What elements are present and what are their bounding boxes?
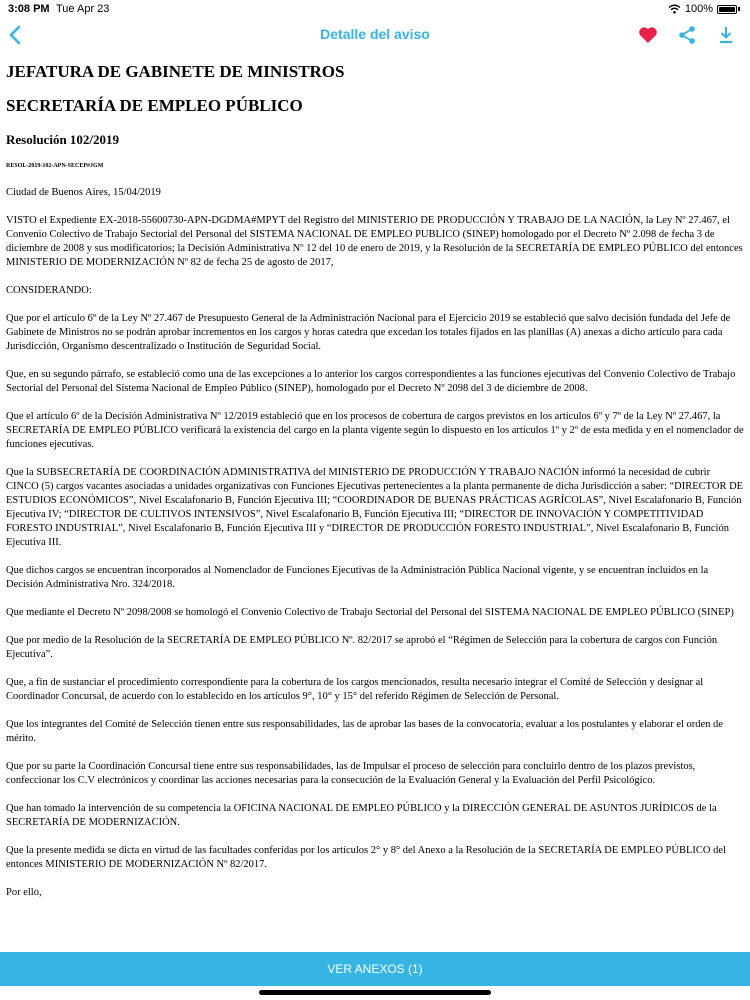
share-icon[interactable] bbox=[678, 25, 696, 45]
document-paragraph: Que por medio de la Resolución de la SECRETARÍA DE EMPLEO PÚBLICO Nº. 82/2017 se aprobó el “Régimen de Selección para la cobertura de cargos con Función Ejecutiva”. bbox=[6, 635, 718, 660]
document-org-heading: JEFATURA DE GABINETE DE MINISTROS bbox=[6, 62, 345, 81]
battery-nub bbox=[738, 7, 740, 11]
document-paragraph: Que, en su segundo párrafo, se estableció como una de las excepciones a lo anterior los cargos correspondientes a las funciones ejecutivas del Convenio Colectivo de Trabajo Sectorial del Personal del Sistema Nacional de Empleo Público (SINEP), homologado por el Decreto Nº 2098 del 3 de diciembre de 2008. bbox=[6, 369, 736, 394]
battery-percent: 100% bbox=[684, 3, 713, 15]
home-indicator[interactable] bbox=[259, 990, 491, 995]
document-code: RESOL-2019-102-APN-SECEP#JGM bbox=[6, 163, 104, 169]
page-title: Detalle del aviso bbox=[320, 26, 430, 42]
document-paragraph: Que el artículo 6º de la Decisión Administrativa Nº 12/2019 estableció que en los procesos de cobertura de cargos previstos en los artículos 6º y 7º de la Ley Nº 27.467, la SECRETARÍA DE EMPLEO PÚBLICO verificará la existencia del cargo en la planta vigente según lo dispuesto en los artículos 1º y 2º de esta medida y en el nomenclador de funciones ejecutivas. bbox=[6, 411, 744, 450]
status-right bbox=[668, 3, 740, 15]
document-paragraph: Que los integrantes del Comité de Selección tienen entre sus responsabilidades, las de aprobar las bases de la convocatoria, evaluar a los postulantes y elaborar el orden de mérito. bbox=[6, 719, 723, 744]
download-icon[interactable] bbox=[718, 25, 734, 45]
document-paragraph: Que dichos cargos se encuentran incorporados al Nomenclador de Funciones Ejecutivas de la Administración Pública Nacional vigente, y se encuentran incluidos en la Decisión Administrativa Nro. 324/2018. bbox=[6, 565, 709, 590]
document-paragraph: Que la presente medida se dicta en virtud de las facultades conferidas por los artículos 2° y 8° del Anexo a la Resolución de la SECRETARÍA DE EMPLEO PÚBLICO del entonces MINISTERIO DE MODERNIZACIÓN Nº 82/2017. bbox=[6, 845, 726, 870]
nav-bar bbox=[0, 18, 750, 54]
document-paragraph: Que mediante el Decreto Nº 2098/2008 se homologó el Convenio Colectivo de Trabajo Sectorial del Personal del SISTEMA NACIONAL DE EMPLEO PÚBLICO (SINEP) bbox=[6, 607, 734, 618]
view-annexes-button[interactable] bbox=[0, 952, 750, 986]
document-secretaria-heading: SECRETARÍA DE EMPLEO PÚBLICO bbox=[6, 96, 303, 115]
status-date: Tue Apr 23 bbox=[56, 3, 110, 15]
battery-icon bbox=[717, 5, 737, 14]
document-body bbox=[0, 62, 750, 900]
wifi-icon bbox=[668, 4, 681, 14]
document-paragraph: Que han tomado la intervención de su competencia la OFICINA NACIONAL DE EMPLEO PÚBLICO y la DIRECCIÓN GENERAL DE ASUNTOS JURÍDICOS de la SECRETARÍA DE MODERNIZACIÓN. bbox=[6, 803, 717, 828]
document-paragraph: CONSIDERANDO: bbox=[6, 285, 92, 296]
document-paragraph: VISTO el Expediente EX-2018-55600730-APN-DGDMA#MPYT del Registro del MINISTERIO DE PRODUCCIÓN Y TRABAJO DE LA NACIÓN, la Ley Nº 27.467, el Convenio Colectivo de Trabajo Sectorial del Personal del SISTEMA NACIONAL DE EMPLEO PUBLICO (SINEP) homologado por el Decreto Nº 2.098 de fecha 3 de diciembre de 2008 y sus modificatorios; la Decisión Administrativa Nº 12 del 10 de enero de 2019, y la Resolución de la SECRETARÍA DE EMPLEO PÚBLICO del entonces MINISTERIO DE MODERNIZACIÓN Nº 82 de fecha 25 de agosto de 2017, bbox=[6, 215, 743, 268]
document-resolution-title: Resolución 102/2019 bbox=[6, 132, 120, 147]
document-paragraph: Ciudad de Buenos Aires, 15/04/2019 bbox=[6, 187, 161, 198]
document-paragraph: Que, a fin de sustanciar el procedimiento correspondiente para la cobertura de los cargos mencionados, resulta necesario integrar el Comité de Selección y designar al Coordinador Concursal, de acuerdo con lo establecido en los artículos 9°, 10° y 15° del referido Régimen de Selección de Personal. bbox=[6, 677, 704, 702]
document-paragraph: Que la SUBSECRETARÍA DE COORDINACIÓN ADMINISTRATIVA del MINISTERIO DE PRODUCCIÓN Y TRABAJO NACIÓN informó la necesidad de cubrir CINCO (5) cargos vacantes asociadas a unidades organizativas con Funciones Ejecutivas pertenecientes a la planta permanente de dicha Jurisdicción a saber: “DIRECTOR DE ESTUDIOS ECONÓMICOS”, Nivel Escalafonario B, Función Ejecutiva III; “COORDINADOR DE BUENAS PRÁCTICAS AGRÍCOLAS”, Nivel Escalafonario B, Función Ejecutiva IV; “DIRECTOR DE CULTIVOS INTENSIVOS”, Nivel Escalafonario B, Función Ejecutiva III; “DIRECTOR DE INNOVACIÓN Y COMPETITIVIDAD FORESTO INDUSTRIAL”, Nivel Escalafonario B, Función Ejecutiva III y “DIRECTOR DE PRODUCCIÓN FORESTO INDUSTRIAL”, Nivel Escalafonario B, Función Ejecutiva III. bbox=[6, 467, 744, 548]
document-paragraph: Que por el artículo 6º de la Ley Nº 27.467 de Presupuesto General de la Administración Nacional para el Ejercicio 2019 se estableció que salvo decisión fundada del Jefe de Gabinete de Ministros no se podrán aprobar incrementos en los cargos y horas catedra que excedan los totales fijados en las planillas (A) anexas a dicho artículo para cada Jurisdicción, Organismo descentralizado o Institución de Seguridad Social. bbox=[6, 313, 731, 352]
view-annexes-label: VER ANEXOS (1) bbox=[327, 962, 423, 976]
document-scroll-area[interactable] bbox=[0, 54, 750, 952]
document-paragraph: Por ello, bbox=[6, 887, 42, 898]
document-paragraph: Que por su parte la Coordinación Concursal tiene entre sus responsabilidades, las de Impulsar el proceso de selección para concluirlo dentro de los plazos previstos, confeccionar los C.V electrónicos y coordinar las acciones necesarias para la consecución de la Evaluación General y la Evaluación del Perfil Psicológico. bbox=[6, 761, 696, 786]
heart-icon[interactable] bbox=[638, 26, 658, 44]
status-bar bbox=[0, 0, 750, 18]
status-time: 3:08 PM bbox=[8, 3, 50, 15]
